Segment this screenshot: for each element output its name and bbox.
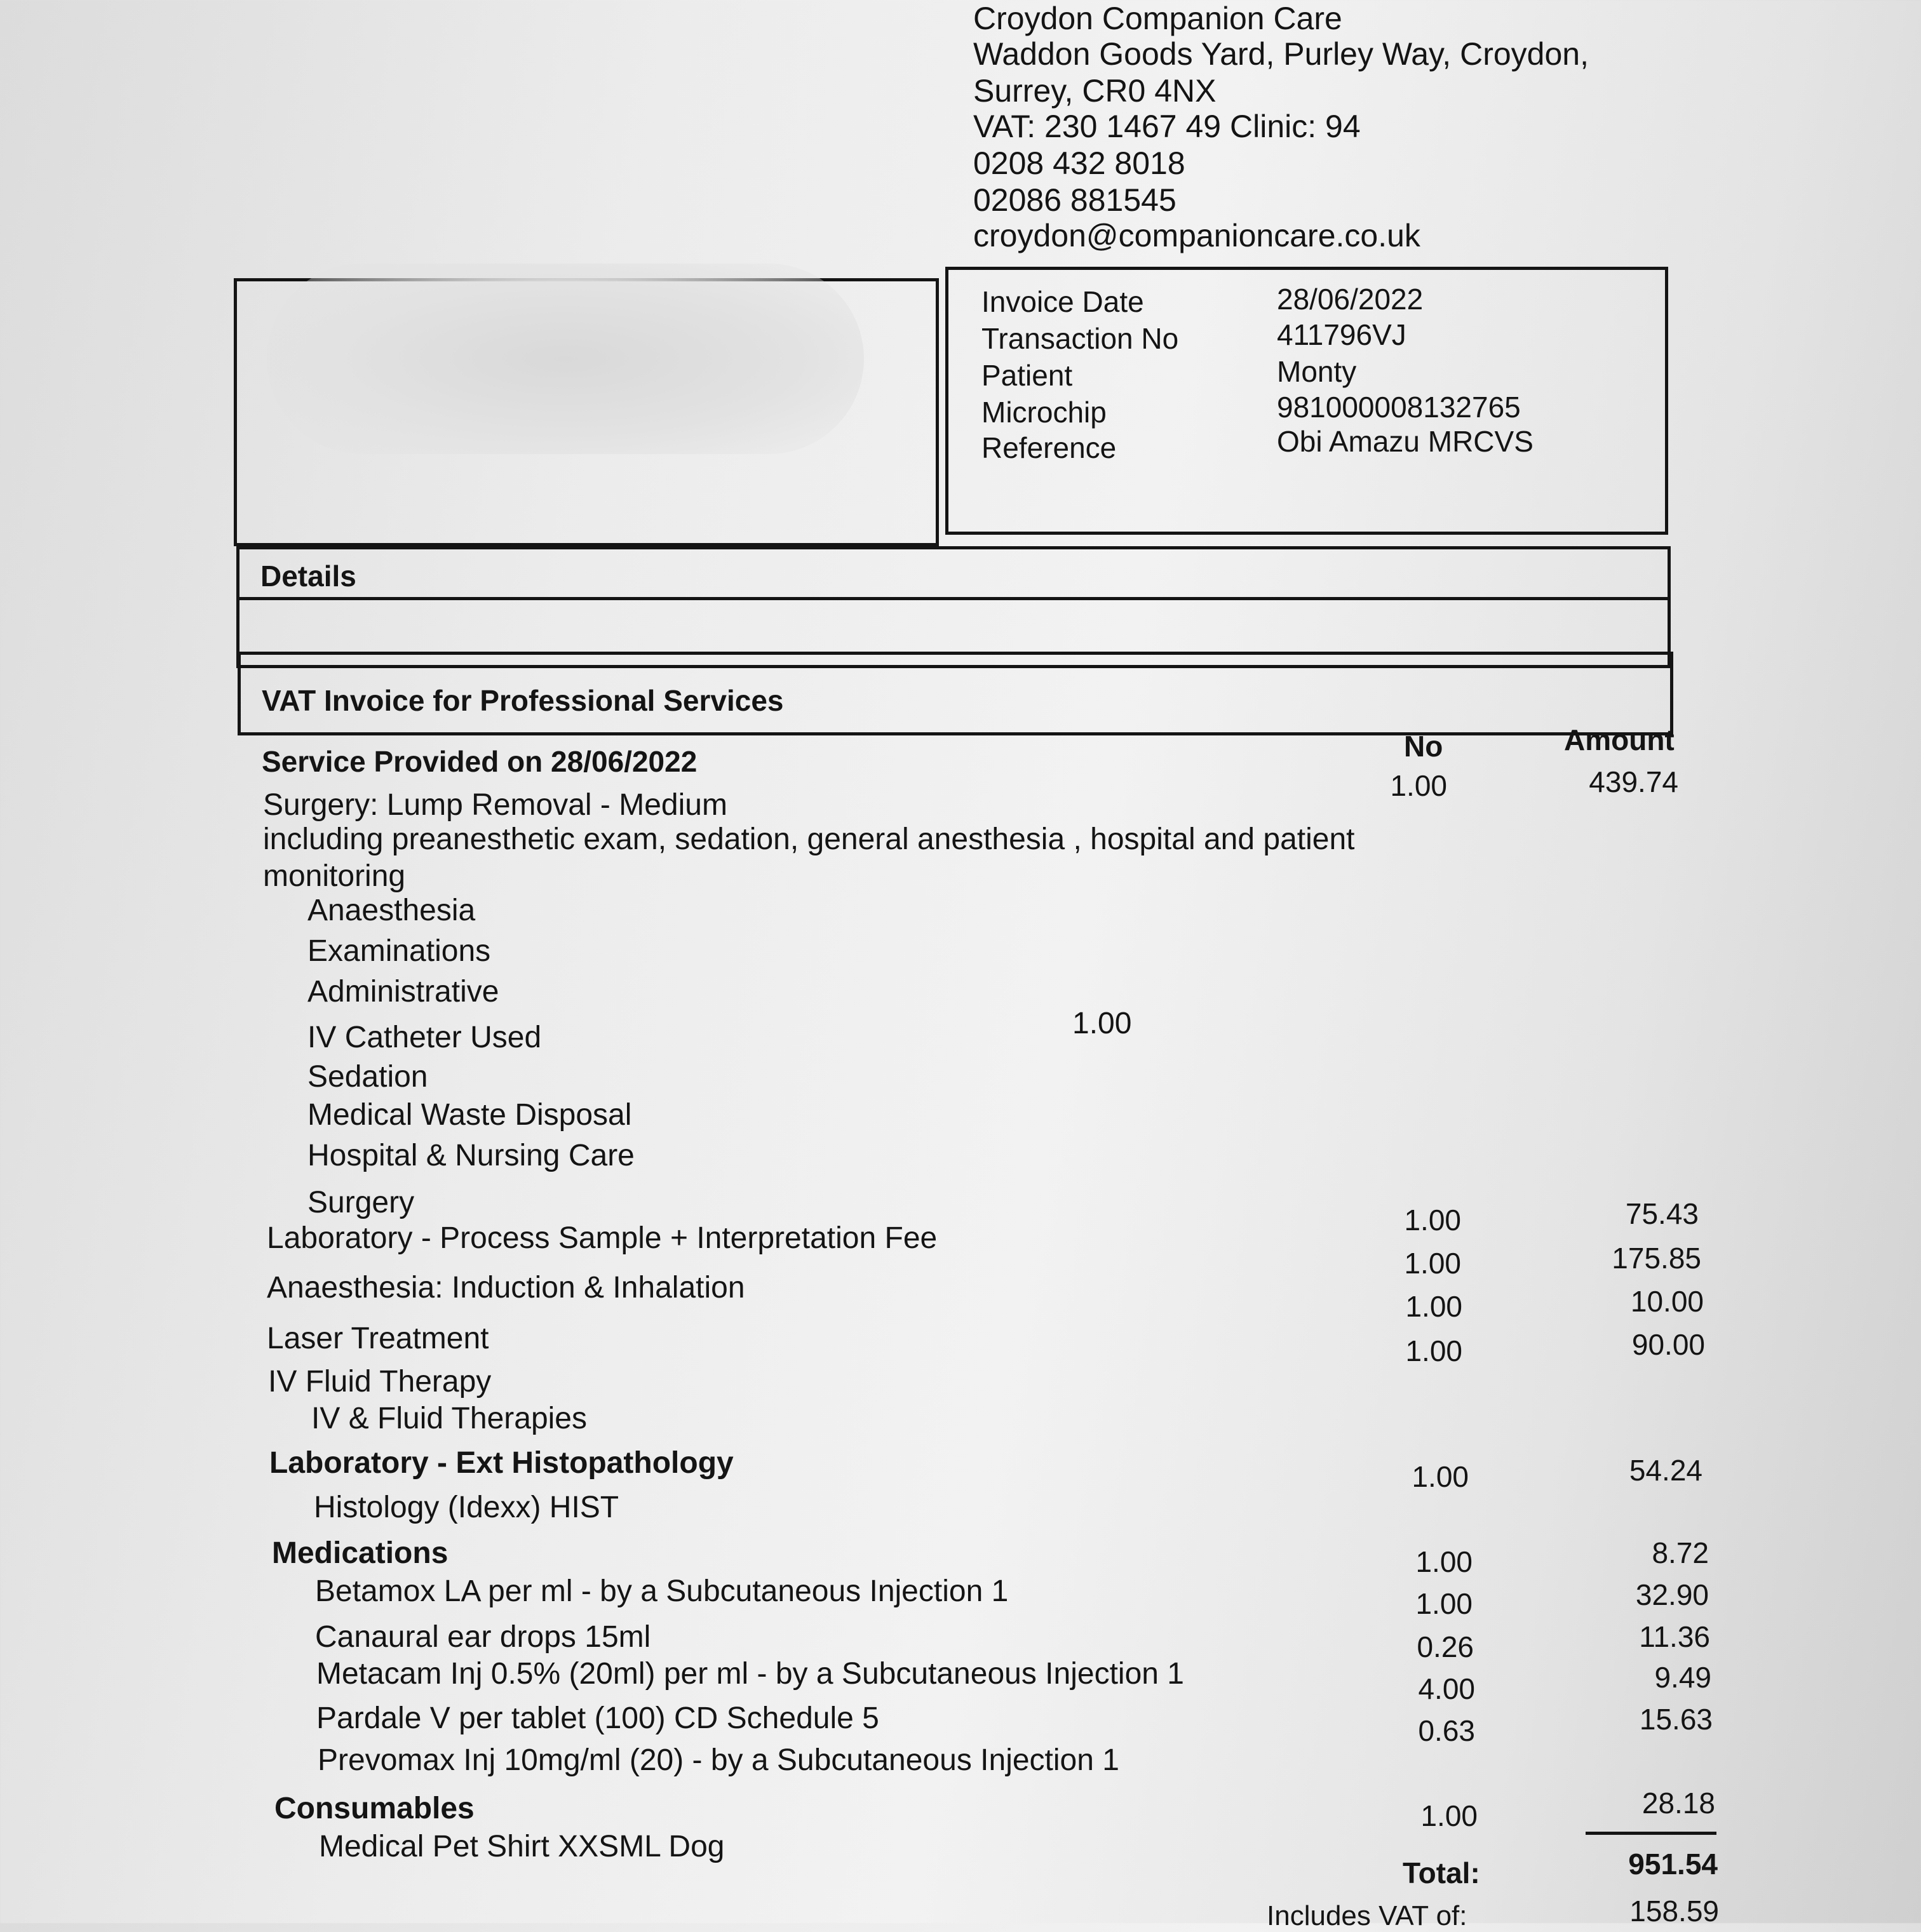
invoice-title: VAT Invoice for Professional Services bbox=[262, 684, 784, 717]
line-item-description: Pardale V per tablet (100) CD Schedule 5 bbox=[316, 1701, 879, 1735]
line-item-amount: 90.00 bbox=[1631, 1328, 1705, 1361]
clinic-vat-number: VAT: 230 1467 49 Clinic: 94 bbox=[973, 109, 1361, 144]
line-item-qty: 0.26 bbox=[1417, 1630, 1474, 1663]
line-item-qty: 4.00 bbox=[1418, 1672, 1475, 1705]
sub-item: Hospital & Nursing Care bbox=[307, 1139, 635, 1172]
clinic-phone-1: 0208 432 8018 bbox=[973, 145, 1185, 181]
microchip-label: Microchip bbox=[981, 396, 1107, 429]
invoice-date-value: 28/06/2022 bbox=[1277, 283, 1424, 316]
sub-item-qty: 1.00 bbox=[1072, 1007, 1132, 1040]
line-item-note: including preanesthetic exam, sedation, general anesthesia , hospital and patient bbox=[263, 822, 1355, 856]
line-item-description: Surgery: Lump Removal - Medium bbox=[263, 788, 727, 822]
line-item-amount: 10.00 bbox=[1630, 1285, 1704, 1318]
clinic-address-line1: Waddon Goods Yard, Purley Way, Croydon, bbox=[973, 36, 1589, 72]
line-item-description: IV Fluid Therapy bbox=[268, 1365, 492, 1399]
reference-value: Obi Amazu MRCVS bbox=[1277, 425, 1533, 458]
total-value: 951.54 bbox=[1628, 1848, 1718, 1881]
service-date-heading: Service Provided on 28/06/2022 bbox=[262, 745, 698, 778]
invoice-date-label: Invoice Date bbox=[981, 285, 1144, 318]
line-item-amount: 15.63 bbox=[1639, 1703, 1713, 1736]
line-item-qty: 1.00 bbox=[1415, 1587, 1473, 1620]
microchip-value: 981000008132765 bbox=[1277, 391, 1521, 424]
line-item-qty: 1.00 bbox=[1404, 1204, 1461, 1237]
details-divider bbox=[236, 597, 1671, 600]
line-item-note: monitoring bbox=[263, 859, 406, 893]
sub-item: Surgery bbox=[307, 1186, 415, 1219]
line-item-amount: 175.85 bbox=[1612, 1242, 1701, 1275]
patient-value: Monty bbox=[1277, 355, 1357, 388]
sub-item: Anaesthesia bbox=[307, 894, 476, 927]
line-item-qty: 1.00 bbox=[1390, 769, 1447, 802]
line-item-qty: 1.00 bbox=[1405, 1334, 1462, 1367]
sub-item: Examinations bbox=[307, 934, 491, 968]
line-item-description: Canaural ear drops 15ml bbox=[315, 1620, 651, 1654]
line-item-description: Betamox LA per ml - by a Subcutaneous Injection 1 bbox=[315, 1574, 1009, 1608]
line-item-amount: 32.90 bbox=[1635, 1578, 1709, 1611]
line-item-description: Laboratory - Process Sample + Interpretation Fee bbox=[267, 1221, 938, 1255]
line-item-qty: 1.00 bbox=[1404, 1247, 1461, 1280]
subtotal-rule bbox=[1586, 1832, 1716, 1835]
line-item-amount: 9.49 bbox=[1654, 1661, 1711, 1694]
vat-label: Includes VAT of: bbox=[1267, 1900, 1467, 1931]
section-heading: Consumables bbox=[274, 1792, 475, 1825]
sub-item: Medical Waste Disposal bbox=[307, 1098, 632, 1132]
line-item-amount: 75.43 bbox=[1625, 1197, 1699, 1230]
line-item-description: Laser Treatment bbox=[267, 1322, 489, 1355]
section-heading: Laboratory - Ext Histopathology bbox=[269, 1446, 734, 1480]
line-item-qty: 1.00 bbox=[1412, 1460, 1469, 1493]
line-item-amount: 54.24 bbox=[1629, 1454, 1702, 1487]
line-item-description: Anaesthesia: Induction & Inhalation bbox=[267, 1271, 745, 1305]
details-box bbox=[236, 546, 1671, 668]
clinic-address-line2: Surrey, CR0 4NX bbox=[973, 73, 1217, 109]
vat-value: 158.59 bbox=[1629, 1895, 1719, 1928]
reference-label: Reference bbox=[981, 431, 1117, 464]
line-item-qty: 1.00 bbox=[1420, 1799, 1478, 1832]
line-item-qty: 0.63 bbox=[1418, 1714, 1475, 1747]
sub-item: IV & Fluid Therapies bbox=[311, 1402, 587, 1435]
patient-label: Patient bbox=[981, 359, 1073, 392]
line-item-amount: 28.18 bbox=[1641, 1787, 1715, 1820]
transaction-no-value: 411796VJ bbox=[1277, 318, 1406, 351]
line-item-description: Prevomax Inj 10mg/ml (20) - by a Subcutaneous Injection 1 bbox=[318, 1743, 1119, 1777]
details-label: Details bbox=[260, 560, 356, 593]
line-item-amount: 11.36 bbox=[1639, 1620, 1710, 1653]
section-heading: Medications bbox=[272, 1536, 448, 1570]
line-item-qty: 1.00 bbox=[1405, 1290, 1462, 1323]
column-no-header: No bbox=[1404, 730, 1443, 763]
sub-item: IV Catheter Used bbox=[307, 1021, 542, 1054]
redacted-address bbox=[267, 264, 864, 454]
transaction-no-label: Transaction No bbox=[981, 322, 1179, 355]
line-item-description: Histology (Idexx) HIST bbox=[314, 1491, 619, 1524]
line-item-amount: 8.72 bbox=[1652, 1536, 1709, 1569]
total-label: Total: bbox=[1403, 1856, 1480, 1889]
clinic-phone-2: 02086 881545 bbox=[973, 182, 1176, 218]
line-item-description: Medical Pet Shirt XXSML Dog bbox=[319, 1830, 725, 1863]
sub-item: Administrative bbox=[307, 975, 499, 1009]
sub-item: Sedation bbox=[307, 1060, 428, 1094]
column-amount-header: Amount bbox=[1564, 723, 1675, 756]
clinic-name: Croydon Companion Care bbox=[973, 1, 1342, 36]
line-item-description: Metacam Inj 0.5% (20ml) per ml - by a Subcutaneous Injection 1 bbox=[316, 1657, 1184, 1691]
line-item-qty: 1.00 bbox=[1415, 1545, 1473, 1578]
clinic-email: croydon@companioncare.co.uk bbox=[973, 218, 1420, 253]
line-item-amount: 439.74 bbox=[1589, 765, 1678, 798]
